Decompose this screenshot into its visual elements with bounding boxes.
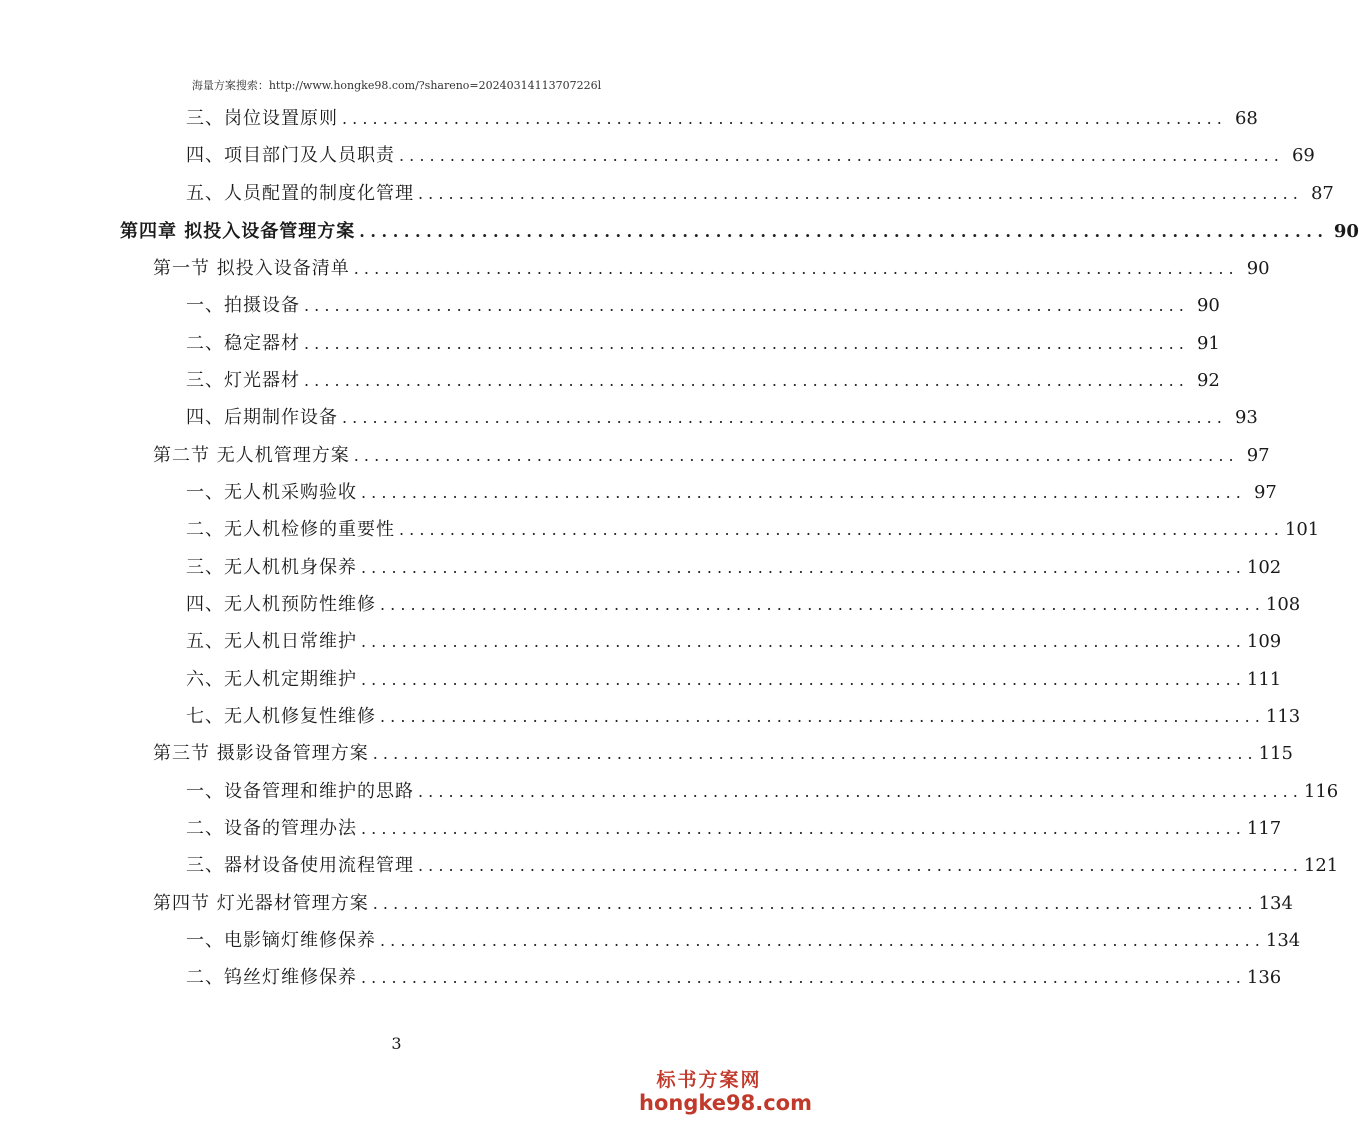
toc-page-number: 97	[1246, 445, 1270, 466]
toc-leader-dots	[380, 586, 1260, 623]
toc-leader-dots	[418, 175, 1298, 212]
toc-row	[186, 773, 1339, 810]
toc-leader-dots	[354, 250, 1234, 287]
toc-page-number: 97	[1253, 482, 1277, 503]
toc-leader-dots	[304, 362, 1184, 399]
toc-label: 三、灯光器材	[186, 370, 300, 391]
toc-page-number: 108	[1265, 594, 1301, 615]
toc-page-number: 68	[1234, 108, 1258, 129]
toc-label: 七、无人机修复性维修	[186, 706, 376, 727]
toc-label: 第一节 拟投入设备清单	[153, 258, 350, 279]
toc-page-number: 91	[1196, 333, 1220, 354]
toc-leader-dots	[354, 437, 1234, 474]
toc-leader-dots	[304, 287, 1184, 324]
toc-label: 五、无人机日常维护	[186, 631, 357, 652]
toc-row	[186, 586, 1301, 623]
toc-page-number: 116	[1303, 781, 1339, 802]
toc-row	[186, 698, 1301, 735]
toc-page-number: 101	[1284, 519, 1320, 540]
toc-row	[186, 137, 1315, 174]
toc-page-number: 90	[1196, 295, 1220, 316]
toc-row	[153, 437, 1270, 474]
toc-leader-dots	[399, 137, 1279, 174]
toc-row	[186, 511, 1320, 548]
toc-page-number: 87	[1310, 183, 1334, 204]
page-number: 3	[391, 1034, 402, 1053]
toc-row	[186, 362, 1220, 399]
toc-row	[186, 549, 1282, 586]
toc-page-number: 93	[1234, 407, 1258, 428]
toc-label: 一、无人机采购验收	[186, 482, 357, 503]
toc-page-number: 90	[1246, 258, 1270, 279]
toc-label: 第四章 拟投入设备管理方案	[120, 221, 356, 242]
toc-label: 二、无人机检修的重要性	[186, 519, 395, 540]
toc-label: 一、拍摄设备	[186, 295, 300, 316]
toc-leader-dots	[361, 549, 1241, 586]
toc-label: 二、设备的管理办法	[186, 818, 357, 839]
toc-row	[186, 100, 1258, 137]
toc-leader-dots	[361, 623, 1241, 660]
toc-row	[186, 810, 1282, 847]
toc-row	[186, 661, 1282, 698]
toc-page-number: 69	[1291, 145, 1315, 166]
watermark-en-text: hongke98.com	[639, 1091, 812, 1115]
toc-leader-dots	[304, 325, 1184, 362]
toc-row	[186, 399, 1258, 436]
toc-leader-dots	[380, 922, 1260, 959]
toc-label: 第三节 摄影设备管理方案	[153, 743, 369, 764]
toc-page-number: 136	[1246, 967, 1282, 988]
toc-leader-dots	[361, 959, 1241, 996]
toc-leader-dots	[342, 100, 1222, 137]
toc-page-number: 134	[1258, 893, 1293, 914]
watermark-cn-text: 标书方案网	[656, 1069, 762, 1091]
toc-row	[120, 213, 1359, 250]
toc-leader-dots	[418, 773, 1298, 810]
toc-row	[186, 474, 1277, 511]
toc-row	[186, 847, 1339, 884]
toc-label: 四、后期制作设备	[186, 407, 338, 428]
toc-label: 三、器材设备使用流程管理	[186, 855, 414, 876]
toc-leader-dots	[399, 511, 1279, 548]
toc-leader-dots	[342, 399, 1222, 436]
toc-leader-dots	[359, 213, 1323, 250]
toc-label: 二、钨丝灯维修保养	[186, 967, 357, 988]
toc-leader-dots	[418, 847, 1298, 884]
toc-leader-dots	[373, 885, 1253, 922]
toc-row	[153, 735, 1293, 772]
toc-label: 一、设备管理和维护的思路	[186, 781, 414, 802]
toc-label: 四、无人机预防性维修	[186, 594, 376, 615]
toc-label: 五、人员配置的制度化管理	[186, 183, 414, 204]
toc-row	[186, 922, 1301, 959]
toc-leader-dots	[361, 474, 1241, 511]
toc-page-number: 121	[1303, 855, 1339, 876]
toc-label: 二、稳定器材	[186, 333, 300, 354]
toc-label: 四、项目部门及人员职责	[186, 145, 395, 166]
toc-label: 一、电影镝灯维修保养	[186, 930, 376, 951]
toc-label: 三、无人机机身保养	[186, 557, 357, 578]
watermark-logo	[639, 1065, 812, 1115]
toc-label: 第四节 灯光器材管理方案	[153, 893, 369, 914]
toc-page-number: 113	[1265, 706, 1301, 727]
toc-row	[186, 959, 1282, 996]
toc-row	[153, 250, 1270, 287]
toc-leader-dots	[373, 735, 1253, 772]
toc-page-number: 90	[1333, 221, 1359, 242]
toc-page-number: 134	[1265, 930, 1301, 951]
toc-leader-dots	[361, 810, 1241, 847]
toc-row	[186, 175, 1334, 212]
toc-page-number: 115	[1258, 743, 1293, 764]
toc-page-number: 109	[1246, 631, 1282, 652]
toc-label: 第二节 无人机管理方案	[153, 445, 350, 466]
header-url: 海量方案搜索：http://www.hongke98.com/?shareno=20240314113707226l	[191, 79, 602, 92]
toc-page-number: 102	[1246, 557, 1282, 578]
toc-page-number: 92	[1196, 370, 1220, 391]
toc-row	[186, 325, 1220, 362]
toc-row	[186, 287, 1220, 324]
toc-label: 六、无人机定期维护	[186, 669, 357, 690]
toc-page-number: 111	[1246, 669, 1282, 690]
toc-page-number: 117	[1246, 818, 1282, 839]
toc-label: 三、岗位设置原则	[186, 108, 338, 129]
toc-leader-dots	[361, 661, 1241, 698]
toc-leader-dots	[380, 698, 1260, 735]
toc-row	[153, 885, 1293, 922]
toc-row	[186, 623, 1282, 660]
